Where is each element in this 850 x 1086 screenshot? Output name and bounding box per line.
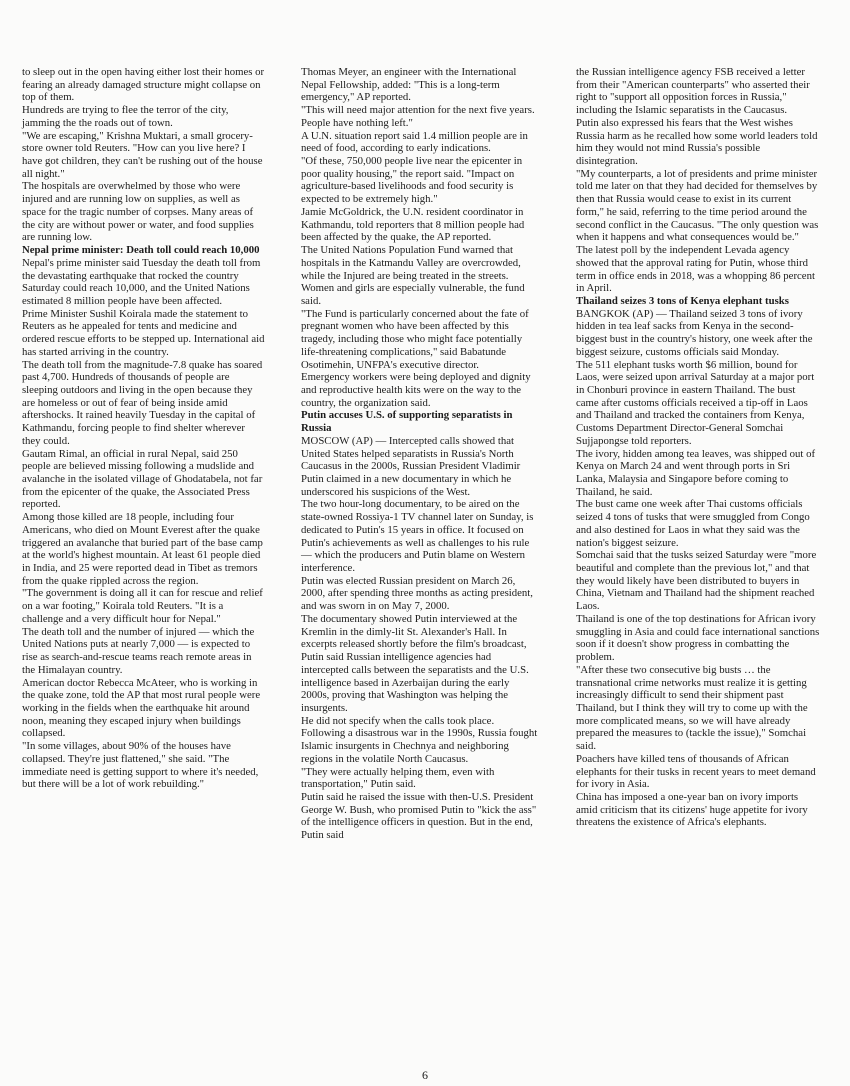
paragraph: The United Nations Population Fund warned that hospitals in the Katmandu Valley are overcrowded, while the Injured are being treated in the streets. Women and girls are especially vulnerable, the fund said. xyxy=(301,244,525,307)
paragraph: "They were actually helping them, even with transportation," Putin said. xyxy=(301,765,495,791)
paragraph: Nepal's prime minister said Tuesday the death toll from the devastating earthquake that rocked the country Saturday could reach 10,000, and the United Nations estimated 8 million people have been affected. xyxy=(22,256,261,307)
paragraph: Gautam Rimal, an official in rural Nepal, said 250 people are believed missing following a mudslide and avalanche in the isolated village of Ghodatabela, not far from the epicenter of the quake, the Associated Press reported. xyxy=(22,447,263,511)
column-2 xyxy=(301,66,539,842)
paragraph: "The government is doing all it can for rescue and relief on a war footing," Koirala told Reuters. "It is a challenge and a very difficult hour for Nepal." xyxy=(22,587,263,625)
paragraph: Putin said he raised the issue with then-U.S. President George W. Bush, who promised Putin to "kick the ass" of the intelligence officers in question. But in the end, Putin said xyxy=(301,790,537,842)
paragraph: The documentary showed Putin interviewed at the Kremlin in the dimly-lit St. Alexander's Hall. In excerpts released shortly before the film's broadcast, Putin said Russian intelligence agencies had intercepted calls between the separatists and the U.S. intelligence based in Azerbaijan during the early 2000s, proving that Washington was helping the insurgents. xyxy=(301,612,529,714)
column-1 xyxy=(22,66,266,791)
page-number: 6 xyxy=(422,1068,428,1082)
paragraph: He did not specify when the calls took place. Following a disastrous war in the 1990s, Russia fought Islamic insurgents in Chechnya and neighboring regions in the volatile North Caucasus. xyxy=(301,714,538,765)
paragraph: Thailand is one of the top destinations for African ivory smuggling in Asia and could face international sanctions soon if it doesn't show progress in combatting the problem. xyxy=(576,612,820,664)
paragraph: BANGKOK (AP) — Thailand seized 3 tons of ivory hidden in tea leaf sacks from Kenya in the second-biggest bust in the country's history, one week after the biggest seizure, customs officials said Monday. xyxy=(576,307,813,358)
paragraph: Prime Minister Sushil Koirala made the statement to Reuters as he appealed for tents and medicine and ordered rescue efforts to be stepped up. International aid has started arriving in the country. xyxy=(22,307,265,358)
paragraph: The hospitals are overwhelmed by those who were injured and are running low on supplies, as well as space for the tragic number of corpses. Many areas of the city are without power or water, and food supplies are running low. xyxy=(22,180,254,244)
paragraph: "In some villages, about 90% of the houses have collapsed. They're just flattened," she said. "The immediate need is getting support to where it's needed, but there will be a lot of work rebuilding." xyxy=(22,740,259,791)
headline-nepal-death-toll: Nepal prime minister: Death toll could reach 10,000 xyxy=(22,244,260,257)
paragraph: Jamie McGoldrick, the U.N. resident coordinator in Kathmandu, told reporters that 8 million people had been affected by the quake, the AP reported. xyxy=(301,205,525,244)
paragraph: Emergency workers were being deployed and dignity and reproductive health kits were on the way to the country, the organization said. xyxy=(301,371,531,409)
paragraph: "Of these, 750,000 people live near the epicenter in poor quality housing," the report said. "Impact on agriculture-based livelihoods and food security is expected to be extremely high." xyxy=(301,155,523,206)
column-3 xyxy=(576,66,820,829)
paragraph: The death toll and the number of injured — which the United Nations puts at nearly 7,000 — is expected to rise as search-and-rescue teams reach remote areas in the Himalayan country. xyxy=(22,625,255,676)
paragraph: Poachers have killed tens of thousands of African elephants for their tusks in recent years to meet demand for ivory in Asia. xyxy=(576,752,816,791)
headline-putin-separatists: Putin accuses U.S. of supporting separatists in Russia xyxy=(301,409,513,435)
paragraph: to sleep out in the open having either lost their homes or fearing an already damaged structure might collapse on top of them. xyxy=(22,66,265,104)
paragraph: The two hour-long documentary, to be aired on the state-owned Rossiya-1 TV channel later on Sunday, is dedicated to Putin's 15 years in office. It focused on Putin's achievements as well as challenges to his rule — which the producers and Putin blame on Western interference. xyxy=(301,498,534,575)
paragraph: "We are escaping," Krishna Muktari, a small grocery-store owner told Reuters. "How can you live here? I have got children, they can't be rushing out of the house all night." xyxy=(22,129,263,180)
paragraph: Somchai said that the tusks seized Saturday were "more beautiful and complete than the previous lot," and that they would likely have been distributed to buyers in China, Vietnam and Thailand had the shipment reached Laos. xyxy=(576,549,817,613)
paragraph: The 511 elephant tusks worth $6 million, bound for Laos, were seized upon arrival Saturday at a major port in Chonburi province in eastern Thailand. The bust came after customs officials received a tip-off in Laos and Thailand and tracked the containers from Kenya, Customs Department Director-General Somchai Sujjapongse told reporters. xyxy=(576,358,815,447)
paragraph: the Russian intelligence agency FSB received a letter from their "American counterparts" who asserted their right to "support all opposition forces in Russia," including the Islamic separatists in the Caucasus. xyxy=(576,66,810,117)
paragraph: The latest poll by the independent Levada agency showed that the approval rating for Putin, whose third term in office ends in 2018, was a whopping 86 percent in April. xyxy=(576,244,815,295)
paragraph: "The Fund is particularly concerned about the fate of pregnant women who have been affected by this tragedy, including those who might face potentially life-threatening complications," said Babatunde Osotimehin, UNFPA's executive director. xyxy=(301,307,529,371)
paragraph: China has imposed a one-year ban on ivory imports amid criticism that its citizens' huge appetite for ivory threatens the existence of Africa's elephants. xyxy=(576,790,808,829)
paragraph: Putin was elected Russian president on March 26, 2000, after spending three months as acting president, and was sworn in on May 7, 2000. xyxy=(301,574,533,613)
paragraph: Putin also expressed his fears that the West wishes Russia harm as he recalled how some world leaders told him they would not mind Russia's possible disintegration. xyxy=(576,116,818,168)
paragraph: "This will need major attention for the next five years. People have nothing left." xyxy=(301,104,535,129)
paragraph: "After these two consecutive big busts … the transnational crime networks must realize it is getting increasingly difficult to send their shipment past Thailand, but I think they will try to come up with the more complicated means, so we will have already prepared the measures to (tackle the issue)," Somchai said. xyxy=(576,663,808,753)
paragraph: A U.N. situation report said 1.4 million people are in need of food, according to early indications. xyxy=(301,129,528,155)
paragraph: Among those killed are 18 people, including four Americans, who died on Mount Everest after the quake triggered an avalanche that buried part of the base camp at the world's highest mountain. At least 61 people died in India, and 25 were reported dead in Tibet as tremors from the quake rippled across the region. xyxy=(22,511,263,587)
paragraph: The bust came one week after Thai customs officials seized 4 tons of tusks that were smuggled from Congo and also destined for Laos in what they said was the nation's biggest seizure. xyxy=(576,498,810,549)
paragraph: American doctor Rebecca McAteer, who is working in the quake zone, told the AP that most rural people were working in the fields when the earthquake hit around noon, meaning they escaped injury when buildings collapsed. xyxy=(22,676,261,740)
paragraph: MOSCOW (AP) — Intercepted calls showed that United States helped separatists in Russia's North Caucasus in the 2000s, Russian President Vladimir Putin claimed in a new documentary in which he underscored his suspicions of the West. xyxy=(301,434,521,498)
paragraph: Hundreds are trying to flee the terror of the city, jamming the the roads out of town. xyxy=(22,104,229,129)
paragraph: Thomas Meyer, an engineer with the International Nepal Fellowship, added: "This is a long-term emergency," AP reported. xyxy=(301,66,517,104)
paragraph: "My counterparts, a lot of presidents and prime minister told me later on that they had decided for themselves by then that Russia would cease to exist in its current form," he said, referring to the time period around the second conflict in the Caucasus. "The only question was when it happens and what consequences would be." xyxy=(576,167,819,244)
headline-thailand-tusks: Thailand seizes 3 tons of Kenya elephant tusks xyxy=(576,294,789,307)
paragraph: The death toll from the magnitude-7.8 quake has soared past 4,700. Hundreds of thousands of people are sleeping outdoors and living in the open because they are homeless or out of fear of being inside amid aftershocks. It rained heavily Tuesday in the capital of Kathmandu, forcing people to find shelter wherever they could. xyxy=(22,358,263,447)
paragraph: The ivory, hidden among tea leaves, was shipped out of Kenya on March 24 and went through ports in Sri Lanka, Malaysia and Singapore before coming to Thailand, he said. xyxy=(576,447,816,498)
